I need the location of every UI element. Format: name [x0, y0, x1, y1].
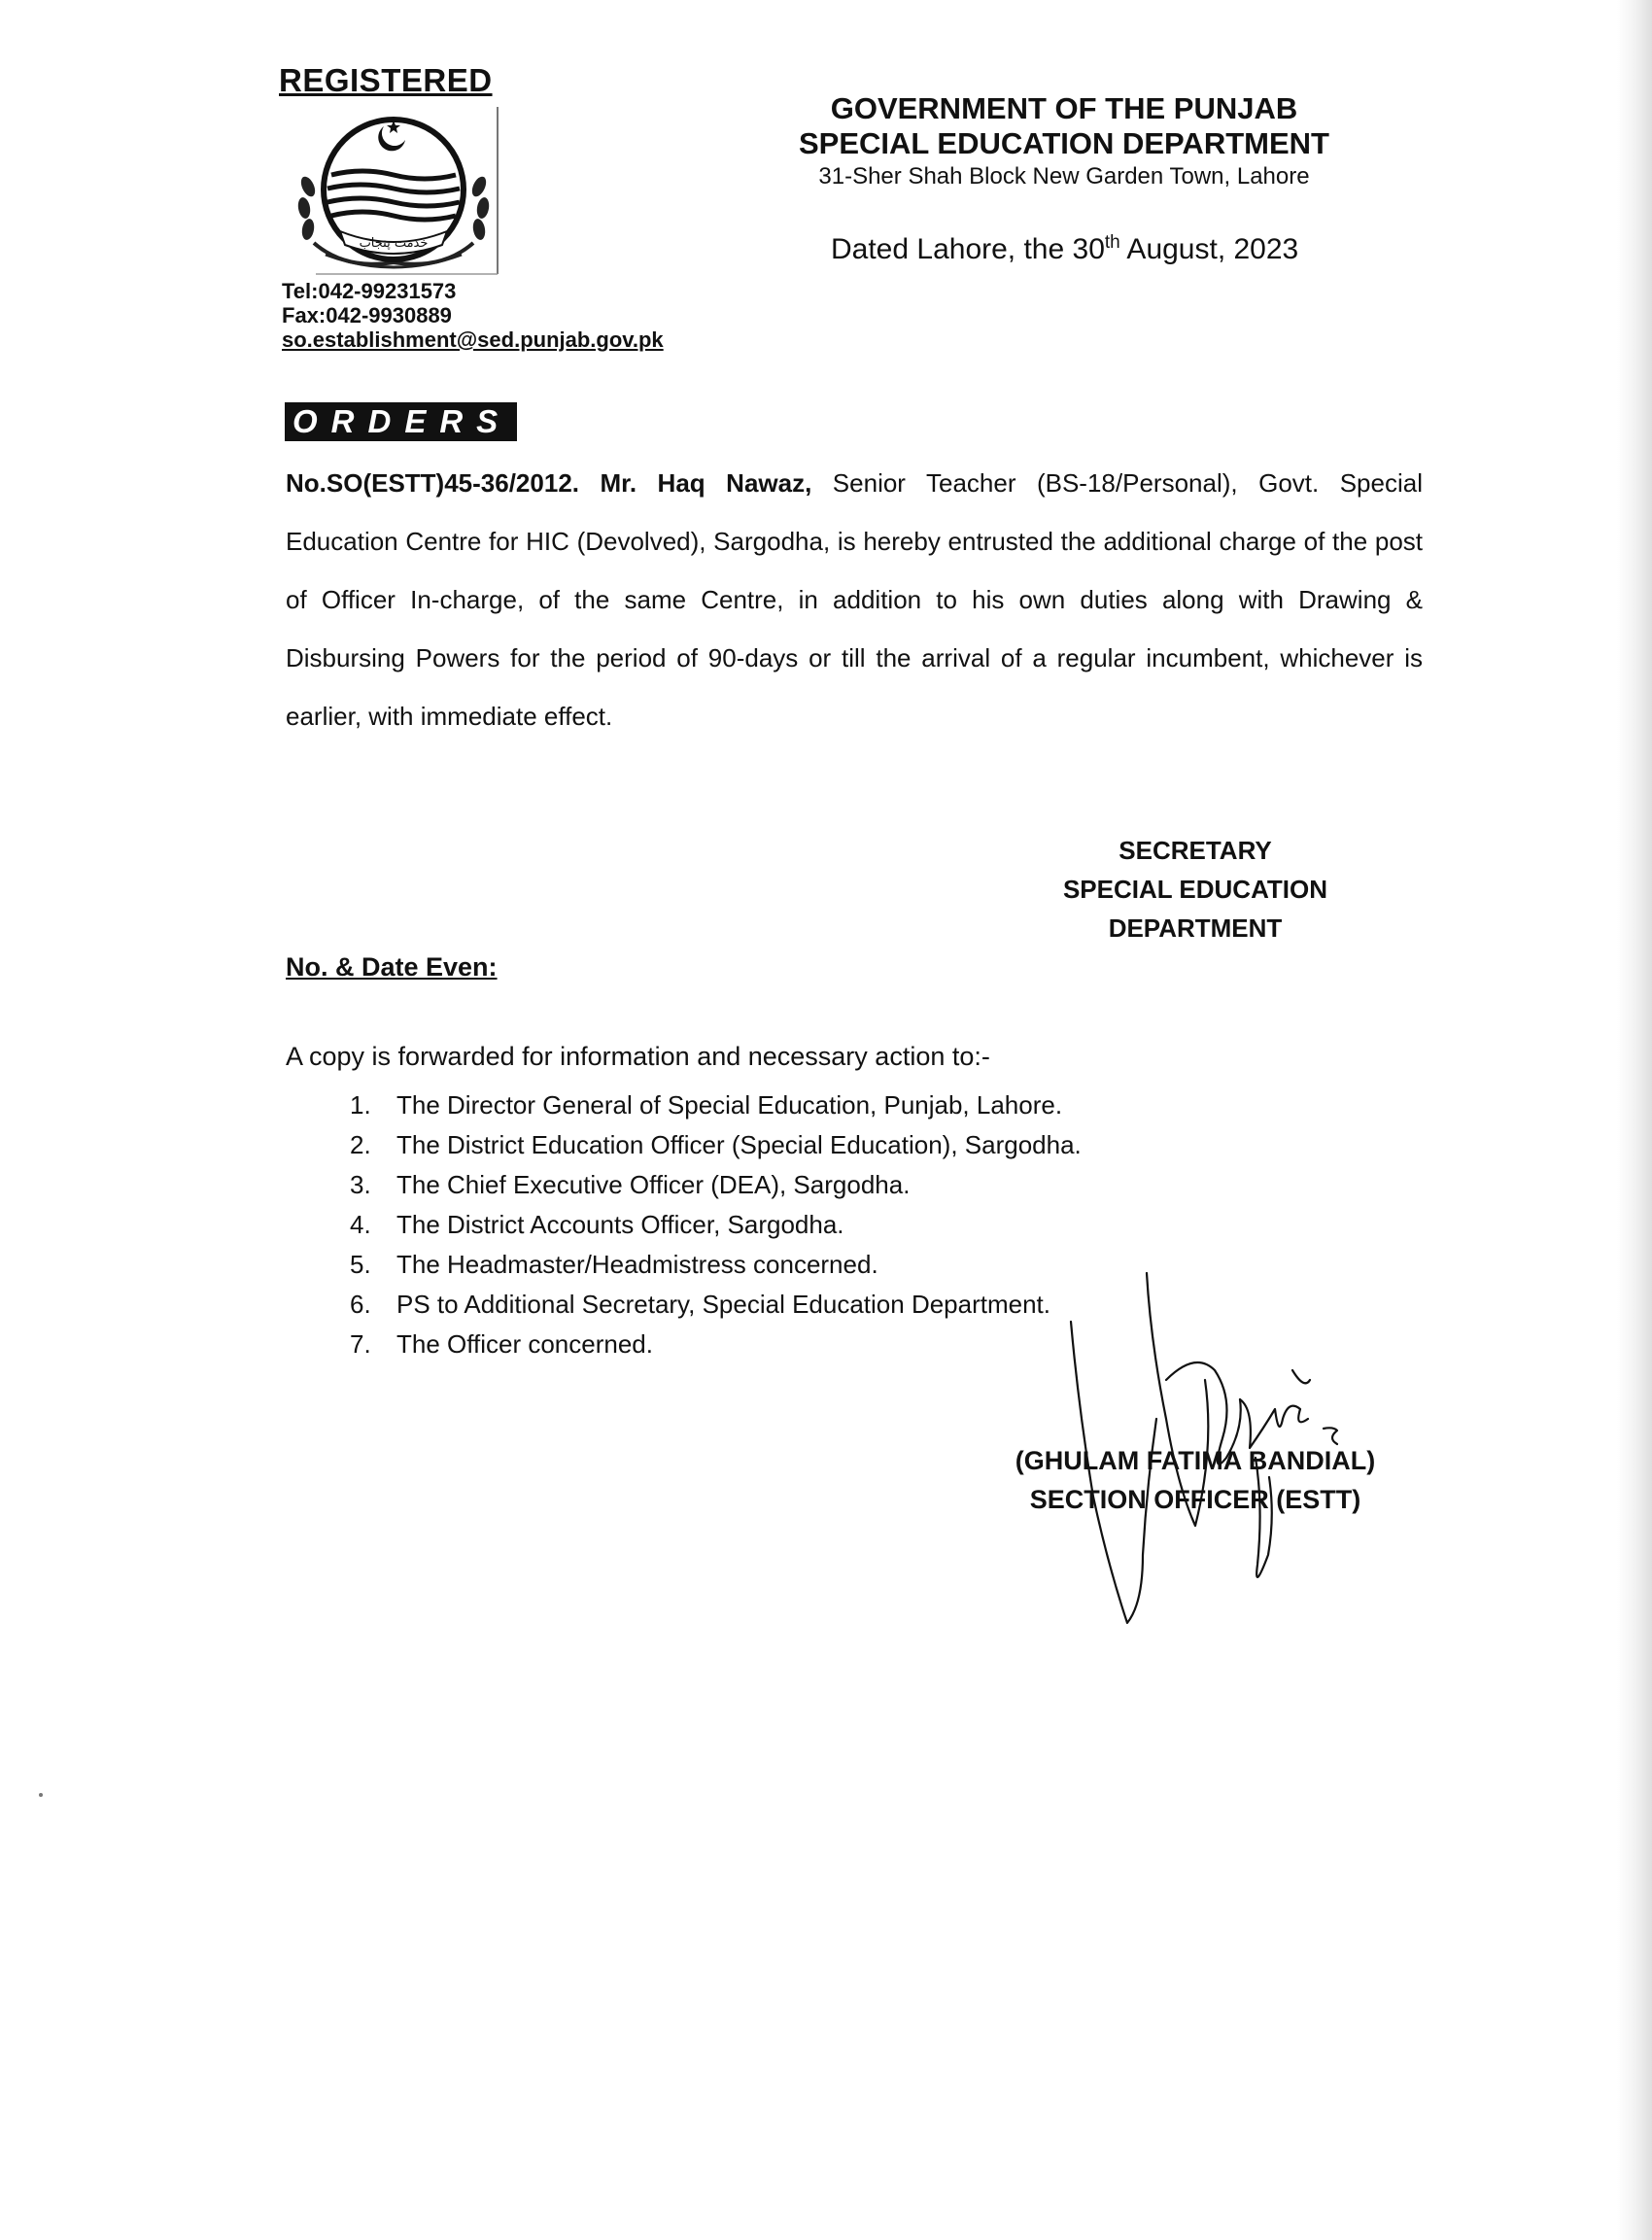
government-title: GOVERNMENT OF THE PUNJAB	[830, 91, 1298, 125]
order-paragraph	[286, 454, 1423, 745]
telephone-number: Tel:042-99231573	[282, 279, 457, 303]
letterhead	[799, 91, 1329, 192]
list-item: 5. The Headmaster/Headmistress concerned.	[350, 1250, 878, 1279]
scan-speck	[39, 1793, 43, 1797]
email-address[interactable]: so.establishment@sed.punjab.gov.pk	[282, 327, 664, 352]
date-line	[831, 233, 1298, 266]
date-suffix: August, 2023	[1119, 233, 1299, 265]
list-item: 3. The Chief Executive Officer (DEA), Sargodha.	[350, 1170, 911, 1199]
contact-block	[282, 279, 664, 352]
emblem-script-text: خدمت پنجاب	[359, 236, 429, 251]
list-item: 7. The Officer concerned.	[350, 1329, 653, 1359]
orders-heading: ORDERS	[285, 402, 517, 441]
recipient-list	[350, 1086, 1082, 1364]
secretary-line-2: SPECIAL EDUCATION	[1062, 875, 1328, 904]
date-prefix: Dated Lahore, the 30	[831, 233, 1105, 265]
list-item: 2. The District Education Officer (Special Education), Sargodha.	[350, 1130, 1082, 1159]
signatory-name: (GHULAM FATIMA BANDIAL)	[1015, 1446, 1376, 1475]
department-address: 31-Sher Shah Block New Garden Town, Lahore	[818, 163, 1310, 190]
list-item: 1. The Director General of Special Education, Punjab, Lahore.	[350, 1090, 1063, 1120]
endorsement-heading: No. & Date Even:	[286, 952, 498, 982]
scan-edge-shadow	[1617, 0, 1652, 2240]
secretary-line-1: SECRETARY	[1119, 836, 1272, 865]
punjab-emblem-icon	[287, 107, 500, 282]
department-title: SPECIAL EDUCATION DEPARTMENT	[799, 126, 1329, 160]
secretary-block	[1011, 831, 1380, 948]
order-text: Senior Teacher (BS-18/Personal), Govt. Special Education Centre for HIC (Devolved), Sargodha, is hereby entrusted the additional charge of the post of Officer In-charge, of the same Centre, in addition to his own duties along with Drawing & Disbursing Powers for the period of 90-days or till the arrival of a regular incumbent, whichever is earlier, with immediate effect.	[286, 468, 1423, 731]
date-ordinal: th	[1104, 232, 1120, 253]
signatory-designation: SECTION OFFICER (ESTT)	[1029, 1485, 1361, 1514]
endorsement-intro: A copy is forwarded for information and necessary action to:-	[286, 1042, 990, 1071]
secretary-line-3: DEPARTMENT	[1108, 913, 1283, 943]
order-employee-name: Mr. Haq Nawaz,	[600, 468, 812, 498]
list-item: 6. PS to Additional Secretary, Special Education Department.	[350, 1290, 1051, 1319]
registered-label: REGISTERED	[279, 62, 493, 98]
signature-icon	[1050, 1263, 1360, 1642]
fax-number: Fax:042-9930889	[282, 303, 452, 327]
list-item: 4. The District Accounts Officer, Sargodha.	[350, 1210, 844, 1239]
order-reference-number: No.SO(ESTT)45-36/2012.	[286, 468, 579, 498]
